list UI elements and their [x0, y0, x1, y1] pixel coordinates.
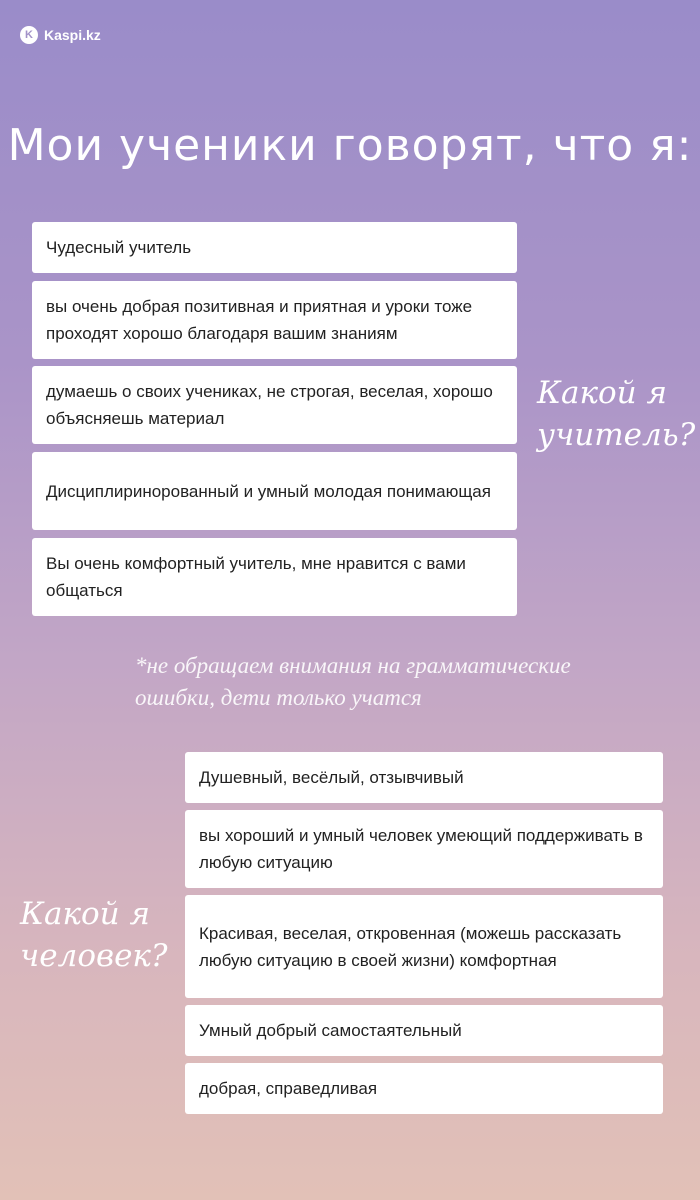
teacher-question-line1: Какой я: [537, 375, 667, 411]
person-answer-card: добрая, справедливая: [185, 1063, 663, 1114]
person-answer-card: вы хороший и умный человек умеющий поддерживать в любую ситуацию: [185, 810, 663, 888]
teacher-answer-card: вы очень добрая позитивная и приятная и уроки тоже проходят хорошо благодаря вашим знаниям: [32, 281, 517, 359]
teacher-answer-card: Дисциплиринорованный и умный молодая понимающая: [32, 452, 517, 530]
kaspi-logo: [20, 26, 101, 44]
person-question-line2: человек?: [20, 938, 168, 974]
kaspi-logo-icon: K: [20, 26, 38, 44]
teacher-answer-card: думаешь о своих учениках, не строгая, веселая, хорошо объясняешь материал: [32, 366, 517, 444]
grammar-note: *не обращаем внимания на грамматические ошибки, дети только учатся: [135, 653, 571, 710]
person-answer-card: Умный добрый самостаятельный: [185, 1005, 663, 1056]
teacher-question-line2: учитель?: [537, 417, 696, 453]
teacher-answer-card: Чудесный учитель: [32, 222, 517, 273]
kaspi-logo-text: Kaspi.kz: [44, 27, 101, 43]
teacher-question-label: [537, 372, 700, 456]
person-answer-card: Душевный, весёлый, отзывчивый: [185, 752, 663, 803]
person-question-label: [20, 893, 190, 977]
teacher-answer-card: Вы очень комфортный учитель, мне нравится с вами общаться: [32, 538, 517, 616]
page-title: Мои ученики говорят, что я:: [7, 120, 693, 171]
person-answer-card: Красивая, веселая, откровенная (можешь рассказать любую ситуацию в своей жизни) комфортная: [185, 895, 663, 998]
person-question-line1: Какой я: [20, 896, 150, 932]
